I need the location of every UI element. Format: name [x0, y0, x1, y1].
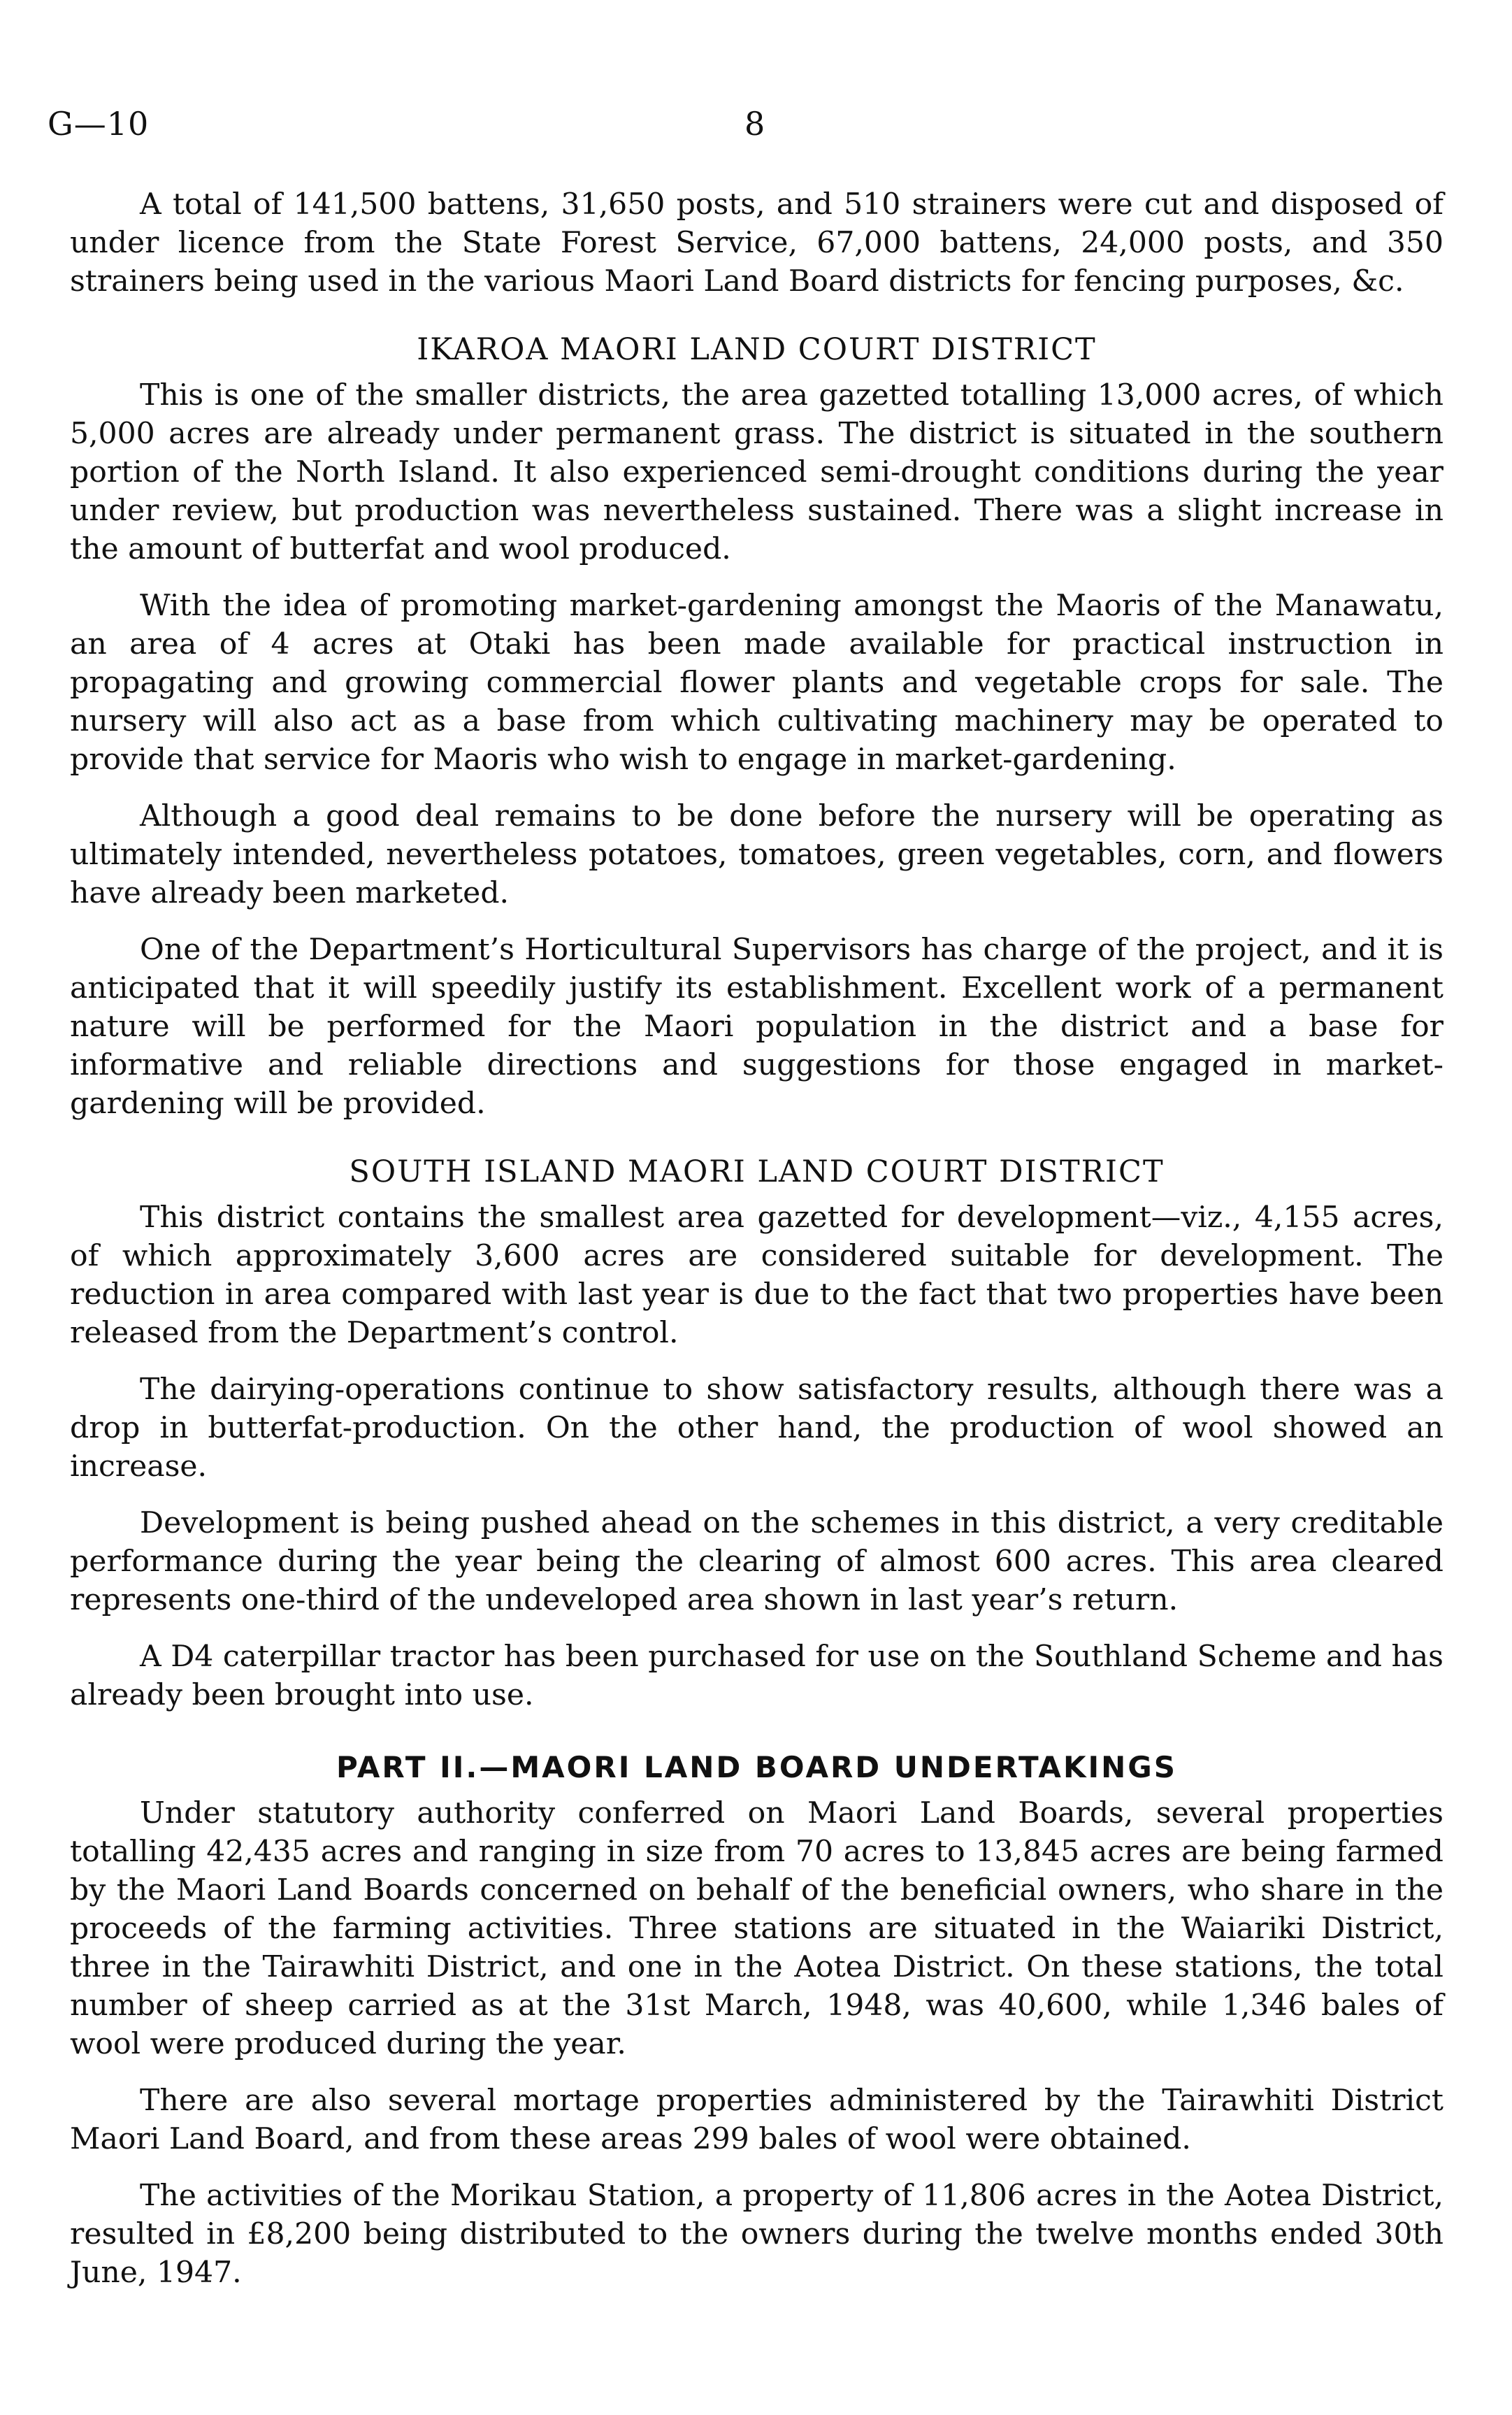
south-island-paragraph-2: The dairying-operations continue to show satisfactory results, although there was a drop in butterfat-production. On the other hand, the production of wool showed an increase.	[70, 1373, 1443, 1484]
part-two-paragraph-2: There are also several mortage properties administered by the Tairawhiti District Maori Land Board, and from these areas 299 bales of wool were obtained.	[70, 2084, 1443, 2156]
ikaroa-district-heading: IKAROA MAORI LAND COURT DISTRICT	[417, 332, 1097, 367]
ikaroa-paragraph-1: This is one of the smaller districts, the area gazetted totalling 13,000 acres, of which 5,000 acres are already under permanent grass. The district is situated in the southern portion of the North Island. It also experienced semi-drought conditions during the year under review, but production was nevertheless sustained. There was a slight increase in the amount of butterfat and wool produced.	[70, 378, 1443, 566]
south-island-district-heading: SOUTH ISLAND MAORI LAND COURT DISTRICT	[349, 1154, 1165, 1189]
south-island-paragraph-4: A D4 caterpillar tractor has been purchased for use on the Southland Scheme and has already been brought into use.	[70, 1640, 1443, 1712]
page-content	[70, 185, 1443, 2310]
intro-paragraph: A total of 141,500 battens, 31,650 posts, and 510 strainers were cut and disposed of under licence from the State Forest Service, 67,000 battens, 24,000 posts, and 350 strainers being used in the various Maori Land Board districts for fencing purposes, &c.	[70, 187, 1443, 299]
document-code: G—10	[48, 105, 150, 143]
part-two-paragraph-3: The activities of the Morikau Station, a property of 11,806 acres in the Aotea District, resulted in £8,200 being distributed to the owners during the twelve months ended 30th June, 1947.	[70, 2179, 1443, 2290]
south-island-paragraph-3: Development is being pushed ahead on the schemes in this district, a very creditable performance during the year being the clearing of almost 600 acres. This area cleared represents one-third of the undeveloped area shown in last year’s return.	[70, 1506, 1443, 1617]
south-island-paragraph-1: This district contains the smallest area gazetted for development—viz., 4,155 acres, of which approximately 3,600 acres are considered suitable for development. The reduction in area compared with last year is due to the fact that two properties have been released from the Department’s control.	[70, 1201, 1443, 1350]
part-two-heading: PART II.—MAORI LAND BOARD UNDERTAKINGS	[336, 1750, 1177, 1784]
ikaroa-paragraph-4: One of the Department’s Horticultural Supervisors has charge of the project, and it is anticipated that it will speedily justify its establishment. Excellent work of a permanent nature will be performed for the Maori population in the district and a base for informative and reliable directions and suggestions for those engaged in market-gardening will be provided.	[70, 933, 1443, 1121]
ikaroa-paragraph-3: Although a good deal remains to be done before the nursery will be operating as ultimately intended, nevertheless potatoes, tomatoes, green vegetables, corn, and flowers have already been marketed.	[70, 799, 1443, 910]
page-number: 8	[744, 105, 765, 143]
part-two-paragraph-1: Under statutory authority conferred on Maori Land Boards, several properties totalling 42,435 acres and ranging in size from 70 acres to 13,845 acres are being farmed by the Maori Land Boards concerned on behalf of the beneficial owners, who share in the proceeds of the farming activities. Three stations are situated in the Waiariki District, three in the Tairawhiti District, and one in the Aotea District. On these stations, the total number of sheep carried as at the 31st March, 1948, was 40,600, while 1,346 bales of wool were produced during the year.	[70, 1796, 1443, 2061]
ikaroa-paragraph-2: With the idea of promoting market-gardening amongst the Maoris of the Manawatu, an area of 4 acres at Otaki has been made available for practical instruction in propagating and growing commercial flower plants and vegetable crops for sale. The nursery will also act as a base from which cultivating machinery may be operated to provide that service for Maoris who wish to engage in market-gardening.	[70, 589, 1443, 777]
